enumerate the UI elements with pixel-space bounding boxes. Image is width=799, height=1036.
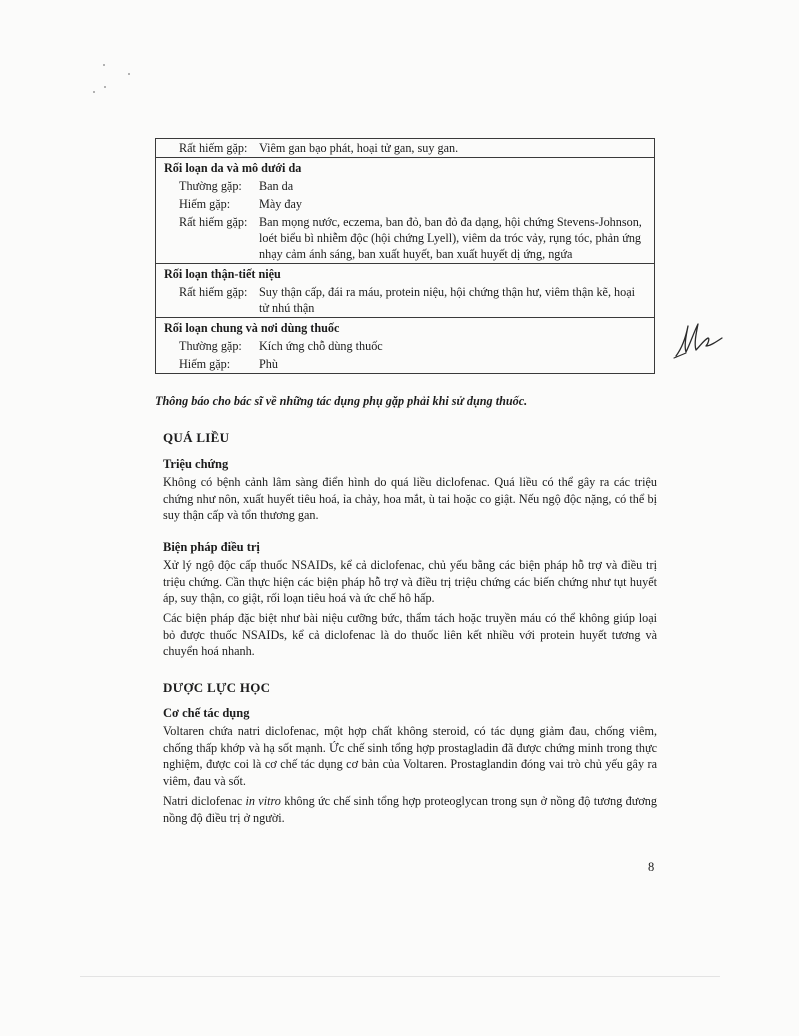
table-row xyxy=(156,195,654,213)
table-row xyxy=(156,283,654,317)
in-vitro-paragraph xyxy=(163,793,657,826)
handwritten-signature xyxy=(672,318,728,360)
page-number: 8 xyxy=(648,860,655,874)
frequency-label: Thường gặp: xyxy=(179,179,242,193)
in-vitro-text-start: Natri diclofenac xyxy=(163,794,246,808)
in-vitro-text-end: không ức chế sinh tổng hợp proteoglycan trong sụn ở nồng độ tương đương nồng độ điều trị ở người. xyxy=(163,794,657,825)
side-effect-notice: Thông báo cho bác sĩ về những tác dụng phụ gặp phải khi sử dụng thuốc. xyxy=(155,394,528,408)
frequency-label: Hiếm gặp: xyxy=(179,357,231,371)
frequency-label: Rất hiếm gặp: xyxy=(179,141,248,155)
in-vitro-term: in vitro xyxy=(245,794,281,808)
scan-speck xyxy=(93,91,95,93)
symptoms-paragraph: Không có bệnh cảnh lâm sàng điển hình do quá liều diclofenac. Quá liều có thể gây ra các triệu chứng như nôn, xuất huyết tiêu hoá, ỉa chảy, hoa mắt, ù tai hoặc co giật. Nếu ngộ độc nặng, có thể bị suy thận cấp và tổn thương gan. xyxy=(163,475,657,522)
table-row xyxy=(156,337,654,355)
table-row xyxy=(156,139,654,157)
treatment-paragraph-2: Các biện pháp đặc biệt như bài niệu cưỡng bức, thẩm tách hoặc truyền máu có thể không giúp loại bỏ được thuốc NSAIDs, kể cả diclofenac là do thuốc liên kết nhiều với protein huyết tương và chuyển hoá nhanh. xyxy=(163,611,657,658)
effect-description: Kích ứng chỗ dùng thuốc xyxy=(259,339,383,353)
table-row xyxy=(156,355,654,373)
adverse-effects-table xyxy=(155,138,655,374)
table-group-heading: Rối loạn chung và nơi dùng thuốc xyxy=(164,321,340,335)
table-group xyxy=(156,157,654,263)
table-group xyxy=(156,317,654,373)
mechanism-paragraph: Voltaren chứa natri diclofenac, một hợp chất không steroid, có tác dụng giảm đau, chống viêm, chống thấp khớp và hạ sốt mạnh. Ức chế sinh tổng hợp prostagladin đã được chứng minh trong thực nghiệm, được coi là cơ chế tác dụng cơ bản của Voltaren. Prostaglandin đóng vai trò chủ yếu gây ra viêm, đau và sốt. xyxy=(163,724,657,788)
table-group-heading: Rối loạn da và mô dưới da xyxy=(164,161,302,175)
effect-description: Phù xyxy=(259,357,278,371)
table-group xyxy=(156,263,654,317)
pharmacodynamics-heading: DƯỢC LỰC HỌC xyxy=(163,680,271,695)
scan-edge-line xyxy=(80,976,720,977)
frequency-label: Rất hiếm gặp: xyxy=(179,285,248,299)
frequency-label: Thường gặp: xyxy=(179,339,242,353)
scan-speck xyxy=(104,86,106,88)
treatment-subheading: Biện pháp điều trị xyxy=(163,540,260,554)
overdose-heading: QUÁ LIỀU xyxy=(163,430,230,445)
frequency-label: Hiếm gặp: xyxy=(179,197,231,211)
effect-description: Mày đay xyxy=(259,197,302,211)
symptoms-subheading: Triệu chứng xyxy=(163,457,229,471)
table-row xyxy=(156,177,654,195)
effect-description: Suy thận cấp, đái ra máu, protein niệu, hội chứng thận hư, viêm thận kẽ, hoại tử nhú thận xyxy=(259,285,636,315)
frequency-label: Rất hiếm gặp: xyxy=(179,215,248,229)
table-group xyxy=(156,139,654,157)
effect-description: Ban da xyxy=(259,179,294,193)
scan-speck xyxy=(128,73,130,75)
mechanism-subheading: Cơ chế tác dụng xyxy=(163,706,250,720)
treatment-paragraph-1: Xử lý ngộ độc cấp thuốc NSAIDs, kể cả diclofenac, chủ yếu bằng các biện pháp hỗ trợ và điều trị triệu chứng. Cần thực hiện các biện pháp hỗ trợ và điều trị triệu chứng các biến chứng như tụt huyết áp, suy thận, co giật, rối loạn tiêu hoá và ức chế hô hấp. xyxy=(163,558,657,605)
effect-description: Ban mọng nước, eczema, ban đỏ, ban đỏ đa dạng, hội chứng Stevens-Johnson, loét biểu bì nhiễm độc (hội chứng Lyell), viêm da tróc vảy, rụng tóc, phản ứng nhạy cảm ánh sáng, ban xuất huyết, ban xuất huyết dị ứng, ngứa xyxy=(259,215,642,261)
table-group-heading: Rối loạn thận-tiết niệu xyxy=(164,267,281,281)
scan-speck xyxy=(103,64,105,66)
effect-description: Viêm gan bạo phát, hoại tử gan, suy gan. xyxy=(259,141,459,155)
table-row xyxy=(156,213,654,263)
